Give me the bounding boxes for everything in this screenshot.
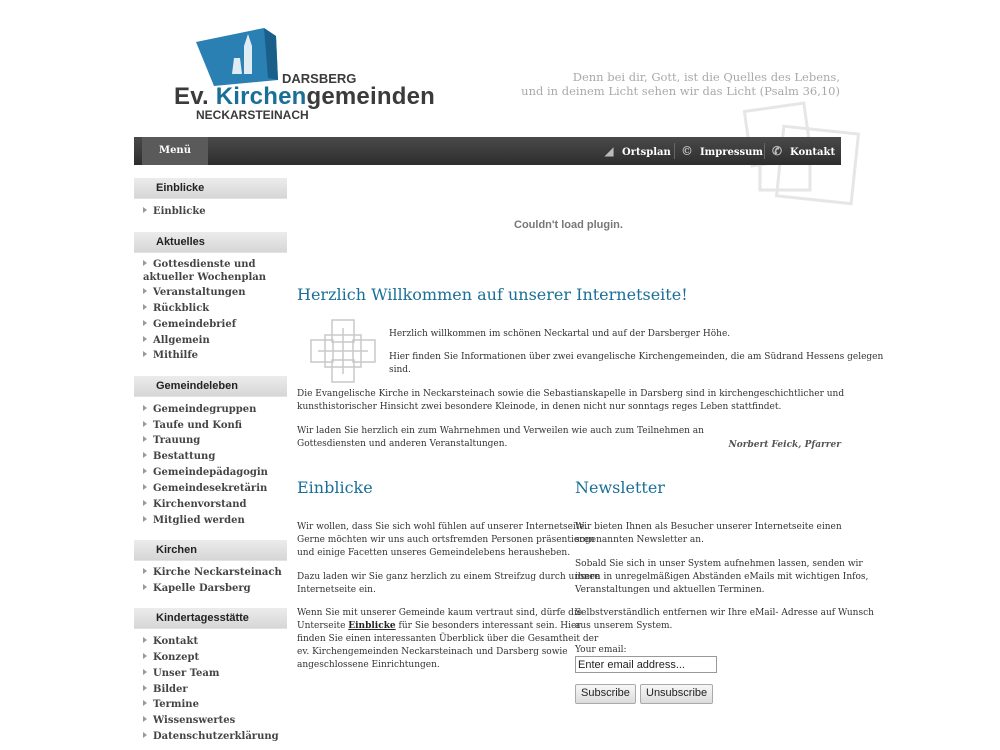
sidebar-heading-einblicke: Einblicke	[134, 178, 287, 198]
sidebar-item[interactable]: Kirchenvorstand	[143, 498, 293, 511]
sidebar-item[interactable]: Trauung	[143, 434, 293, 447]
welcome-paragraph-2: Hier finden Sie Informationen über zwei evangelische Kirchengemeinden, die am Südrand Hessens gelegen sind.	[389, 352, 884, 375]
divider	[134, 560, 287, 561]
plugin-error: Couldn't load plugin.	[514, 219, 623, 231]
sidebar-item[interactable]: Bestattung	[143, 450, 293, 463]
newsletter-title: Newsletter	[575, 478, 665, 497]
site-logo[interactable]	[170, 28, 470, 128]
email-input[interactable]	[575, 656, 717, 673]
divider	[134, 252, 287, 253]
top-navbar	[134, 137, 841, 165]
sidebar-item[interactable]: Kirche Neckarsteinach	[143, 566, 293, 579]
sidebar-item[interactable]: Gottesdienste und aktueller Wochenplan	[143, 259, 266, 283]
nav-kontakt[interactable]: ✆ Kontakt	[770, 137, 835, 165]
sidebar-heading-kindertagesstaette: Kindertagesstätte	[134, 608, 287, 628]
sidebar-item[interactable]: Kapelle Darsberg	[143, 582, 293, 595]
nav-separator	[764, 143, 765, 159]
church-logo-icon	[194, 28, 280, 90]
phone-icon: ✆	[771, 144, 783, 158]
welcome-paragraph-4: Wir laden Sie herzlich ein zum Wahrnehmen und Verweilen wie auch zum Teilnehmen an Gottesdiensten und anderen Veranstaltungen.	[297, 426, 704, 449]
map-icon: ◢	[604, 144, 614, 158]
sidebar-item[interactable]: Kontakt	[143, 635, 293, 648]
sidebar-item[interactable]: Veranstaltungen	[143, 286, 293, 299]
welcome-paragraph-3: Die Evangelische Kirche in Neckarsteinach sowie die Sebastianskapelle in Darsberg sind in kirchengeschichtlicher und kunsthistorischer Hinsicht zwei besondere Kleinode, in denen nicht nur sonntags reges Leben stattfindet.	[297, 389, 845, 412]
newsletter-paragraph-1: Wir bieten Ihnen als Besucher unserer Internetseite einen sogenannten Newsletter an.	[575, 522, 842, 545]
logo-darsberg: DARSBERG	[282, 71, 357, 86]
header-quote: Denn bei dir, Gott, ist die Quelles des Lebens, und in deinem Licht sehen wir das Licht (Psalm 36,10)	[521, 70, 840, 98]
nav-ortsplan[interactable]: ◢ Ortsplan	[602, 137, 671, 165]
cross-emblem-icon	[308, 318, 378, 384]
sidebar-item[interactable]: Gemeindebrief	[143, 318, 293, 331]
welcome-title: Herzlich Willkommen auf unserer Internetseite!	[297, 285, 688, 304]
sidebar-item[interactable]: Einblicke	[143, 205, 293, 218]
sidebar-item[interactable]: Mithilfe	[143, 349, 293, 362]
copyright-icon: ©	[681, 144, 693, 158]
einblicke-link[interactable]: Einblicke	[348, 621, 396, 631]
sidebar-item[interactable]: Gemeindepädagogin	[143, 466, 293, 479]
sidebar-item[interactable]: Wissenswertes	[143, 714, 293, 727]
sidebar-item[interactable]: Gemeindesekretärin	[143, 482, 293, 495]
nav-separator	[674, 143, 675, 159]
nav-impressum[interactable]: © Impressum	[680, 137, 763, 165]
einblicke-paragraph-2: Dazu laden wir Sie ganz herzlich zu einem Streifzug durch unsere Internetseite ein.	[297, 572, 600, 595]
sidebar-item[interactable]: Bilder	[143, 683, 293, 696]
sidebar-item[interactable]: Allgemein	[143, 334, 293, 347]
sidebar-item[interactable]: Datenschutzerklärung	[143, 730, 293, 743]
menu-button[interactable]: Menü	[142, 137, 208, 165]
sidebar-item[interactable]: Rückblick	[143, 302, 293, 315]
newsletter-paragraph-2: Sobald Sie sich in unser System aufnehmen lassen, senden wir ihnen in unregelmäßigen Abständen eMails mit wichtigen Infos, Veranstaltungen und aktuellen Terminen.	[575, 559, 869, 595]
subscribe-button[interactable]: Subscribe	[575, 684, 636, 704]
welcome-paragraph-1: Herzlich willkommen im schönen Neckartal und auf der Darsberger Höhe.	[389, 329, 731, 339]
sidebar-heading-kirchen: Kirchen	[134, 540, 287, 560]
unsubscribe-button[interactable]: Unsubscribe	[640, 684, 713, 704]
divider	[134, 628, 287, 629]
einblicke-paragraph-1: Wir wollen, dass Sie sich wohl fühlen auf unserer Internetseite. Gerne möchten wir uns auch ortsfremden Personen präsentieren und einige Facetten unseres Gemeindelebens herausheben.	[297, 522, 595, 558]
sidebar-item[interactable]: Unser Team	[143, 667, 293, 680]
sidebar-heading-gemeindeleben: Gemeindeleben	[134, 376, 287, 396]
sidebar-heading-aktuelles: Aktuelles	[134, 232, 287, 252]
divider	[134, 396, 287, 397]
sidebar-item[interactable]: Termine	[143, 698, 293, 711]
signature: Norbert Feick, Pfarrer	[728, 440, 841, 450]
einblicke-paragraph-3: Wenn Sie mit unserer Gemeinde kaum vertraut sind, dürfe die Unterseite Einblicke für Sie besonders interessant sein. Hier finden Sie einen interessanten Überblick über die Gesamtheit der ev. Kirchengemeinden Neckarsteinach und Darsberg sowie angeschlossene Einrichtungen.	[297, 608, 599, 670]
logo-title: Ev. Kirchengemeinden	[174, 83, 435, 110]
sidebar-item[interactable]: Taufe und Konfi	[143, 419, 293, 432]
divider	[134, 198, 287, 199]
sidebar-item[interactable]: Mitglied werden	[143, 514, 293, 527]
newsletter-paragraph-3: Selbstverständlich entfernen wir Ihre eMail- Adresse auf Wunsch aus unserem System.	[575, 608, 874, 631]
sidebar-item[interactable]: Gemeindegruppen	[143, 403, 293, 416]
logo-neckarsteinach: NECKARSTEINACH	[196, 108, 309, 122]
email-label: Your email:	[575, 645, 627, 655]
sidebar-item[interactable]: Konzept	[143, 651, 293, 664]
einblicke-title: Einblicke	[297, 478, 373, 497]
